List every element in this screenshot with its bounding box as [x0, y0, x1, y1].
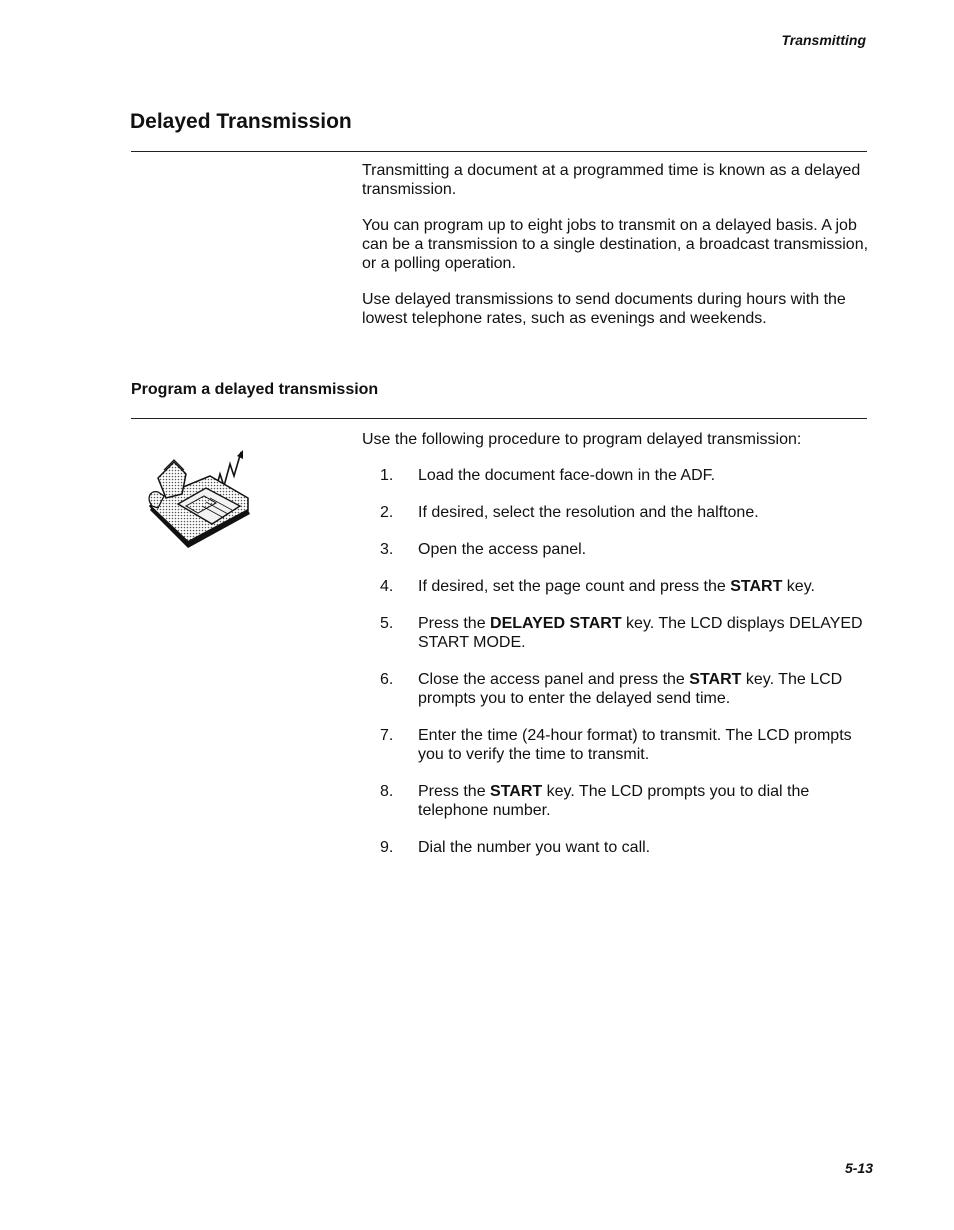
step-text: Open the access panel. [418, 541, 587, 558]
key-name: START [730, 578, 783, 595]
step-1 [380, 466, 880, 485]
section-divider [131, 151, 867, 152]
step-8 [380, 782, 880, 820]
intro-paragraph: Transmitting a document at a programmed time is known as a delayed transmission. [362, 162, 861, 198]
subsection-divider [131, 418, 867, 419]
step-text: Close the access panel and press the START key. The LCD prompts you to enter the delayed send time. [418, 671, 843, 707]
step-number: 4. [380, 578, 394, 595]
rates-paragraph: Use delayed transmissions to send documents during hours with the lowest telephone rates, such as evenings and weekends. [362, 291, 846, 327]
procedure-steps [380, 466, 880, 875]
step-text: Press the START key. The LCD prompts you to dial the telephone number. [418, 783, 810, 819]
key-name: START [689, 671, 742, 688]
step-text: If desired, select the resolution and the halftone. [418, 504, 759, 521]
step-4 [380, 577, 880, 596]
step-number: 3. [380, 541, 394, 558]
step-number: 2. [380, 504, 394, 521]
subsection-title: Program a delayed transmission [131, 381, 379, 398]
jobs-paragraph: You can program up to eight jobs to transmit on a delayed basis. A job can be a transmission to a single destination, a broadcast transmission, or a polling operation. [362, 217, 869, 272]
step-number: 7. [380, 727, 394, 744]
page-number: 5-13 [844, 1160, 873, 1176]
procedure-intro: Use the following procedure to program delayed transmission: [362, 431, 802, 448]
running-header: Transmitting [781, 32, 866, 48]
step-number: 6. [380, 671, 394, 688]
step-text: Dial the number you want to call. [418, 839, 651, 856]
step-6 [380, 670, 880, 708]
step-number: 1. [380, 467, 394, 484]
key-name: DELAYED START [490, 615, 622, 632]
step-text: Load the document face-down in the ADF. [418, 467, 716, 484]
key-name: START [490, 783, 543, 800]
step-3 [380, 540, 880, 559]
step-7 [380, 726, 880, 764]
fax-machine-icon [144, 448, 256, 554]
step-text: If desired, set the page count and press the START key. [418, 578, 815, 595]
step-number: 8. [380, 783, 394, 800]
step-5 [380, 614, 880, 652]
step-2 [380, 503, 880, 522]
step-text: Press the DELAYED START key. The LCD displays DELAYED START MODE. [418, 615, 863, 651]
step-text: Enter the time (24-hour format) to transmit. The LCD prompts you to verify the time to transmit. [418, 727, 852, 763]
step-number: 5. [380, 615, 394, 632]
step-9 [380, 838, 880, 857]
step-number: 9. [380, 839, 394, 856]
section-title: Delayed Transmission [130, 110, 352, 133]
